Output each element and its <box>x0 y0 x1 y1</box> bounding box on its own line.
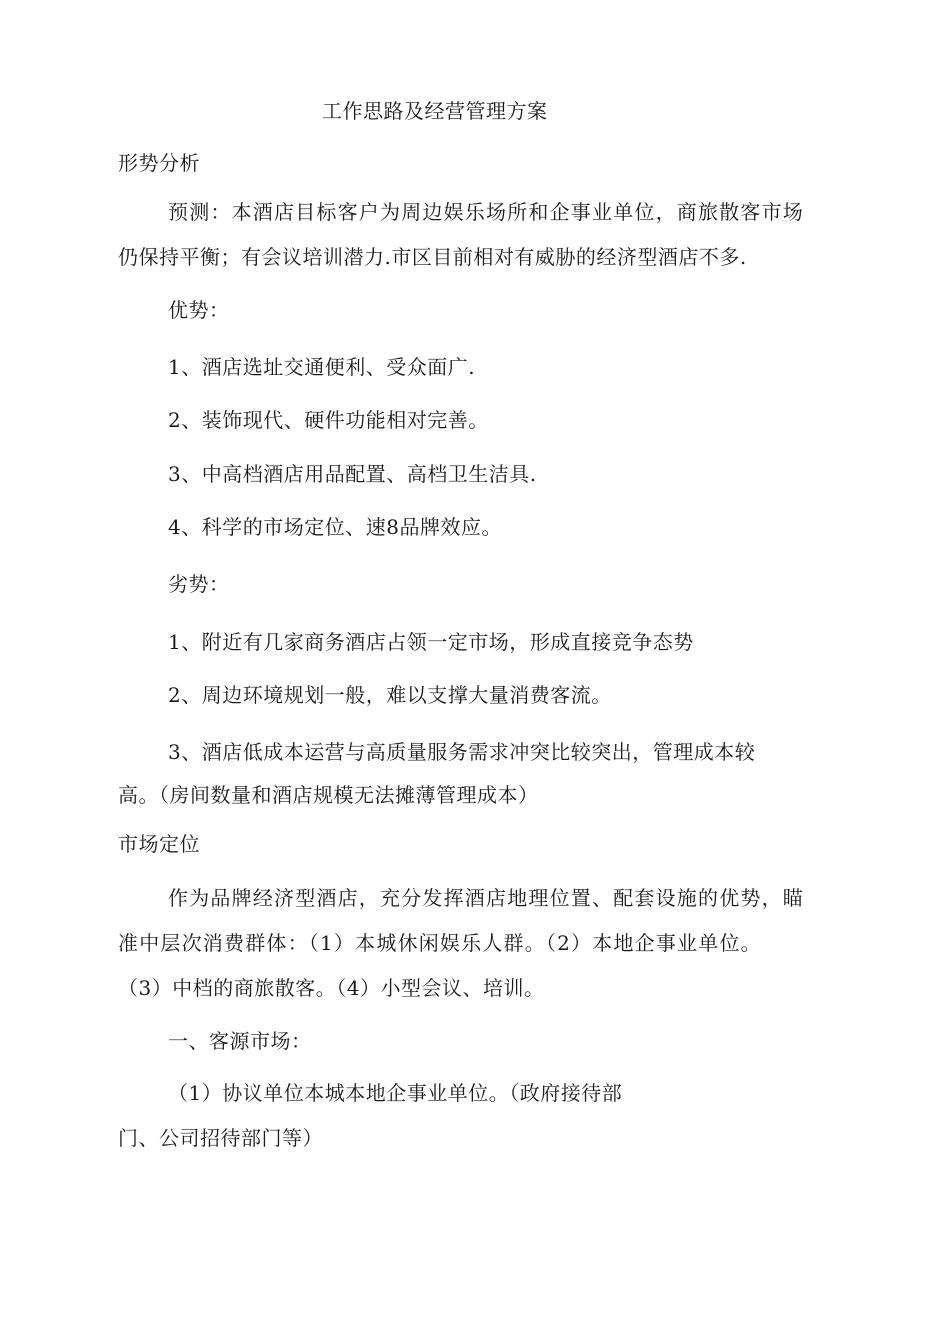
positioning-line-3: （3）中档的商旅散客。（4）小型会议、培训。 <box>118 976 545 1000</box>
source-item-1-line-1: （1）协议单位本城本地企事业单位。（政府接待部 <box>168 1081 623 1105</box>
page-title: 工作思路及经营管理方案 <box>322 99 548 123</box>
disadvantage-item-1: 1、附近有几家商务酒店占领一定市场，形成直接竞争态势 <box>168 630 694 654</box>
source-market-heading: 一、客源市场： <box>168 1029 312 1053</box>
forecast-line-2: 仍保持平衡；有会议培训潜力.市区目前相对有威胁的经济型酒店不多. <box>118 245 747 269</box>
disadvantages-heading: 劣势： <box>168 572 230 596</box>
forecast-line-1: 预测：本酒店目标客户为周边娱乐场所和企事业单位，商旅散客市场 <box>168 200 804 224</box>
advantage-item-4: 4、科学的市场定位、速8品牌效应。 <box>168 515 502 539</box>
source-item-1-line-2: 门、公司招待部门等） <box>118 1126 323 1150</box>
section-heading-situation: 形势分析 <box>118 151 200 175</box>
positioning-line-1: 作为品牌经济型酒店，充分发挥酒店地理位置、配套设施的优势，瞄 <box>168 886 804 910</box>
disadvantage-item-3-line-2: 高。（房间数量和酒店规模无法摊薄管理成本） <box>118 783 539 807</box>
positioning-line-2: 准中层次消费群体：（1）本城休闲娱乐人群。（2）本地企事业单位。 <box>118 931 762 955</box>
advantage-item-2: 2、装饰现代、硬件功能相对完善。 <box>168 408 489 432</box>
advantage-item-1: 1、酒店选址交通便利、受众面广. <box>168 355 476 379</box>
disadvantage-item-3-line-1: 3、酒店低成本运营与高质量服务需求冲突比较突出，管理成本较 <box>168 740 756 764</box>
advantages-heading: 优势： <box>168 298 230 322</box>
disadvantage-item-2: 2、周边环境规划一般，难以支撑大量消费客流。 <box>168 683 612 707</box>
advantage-item-3: 3、中高档酒店用品配置、高档卫生洁具. <box>168 462 537 486</box>
section-heading-positioning: 市场定位 <box>118 832 200 856</box>
